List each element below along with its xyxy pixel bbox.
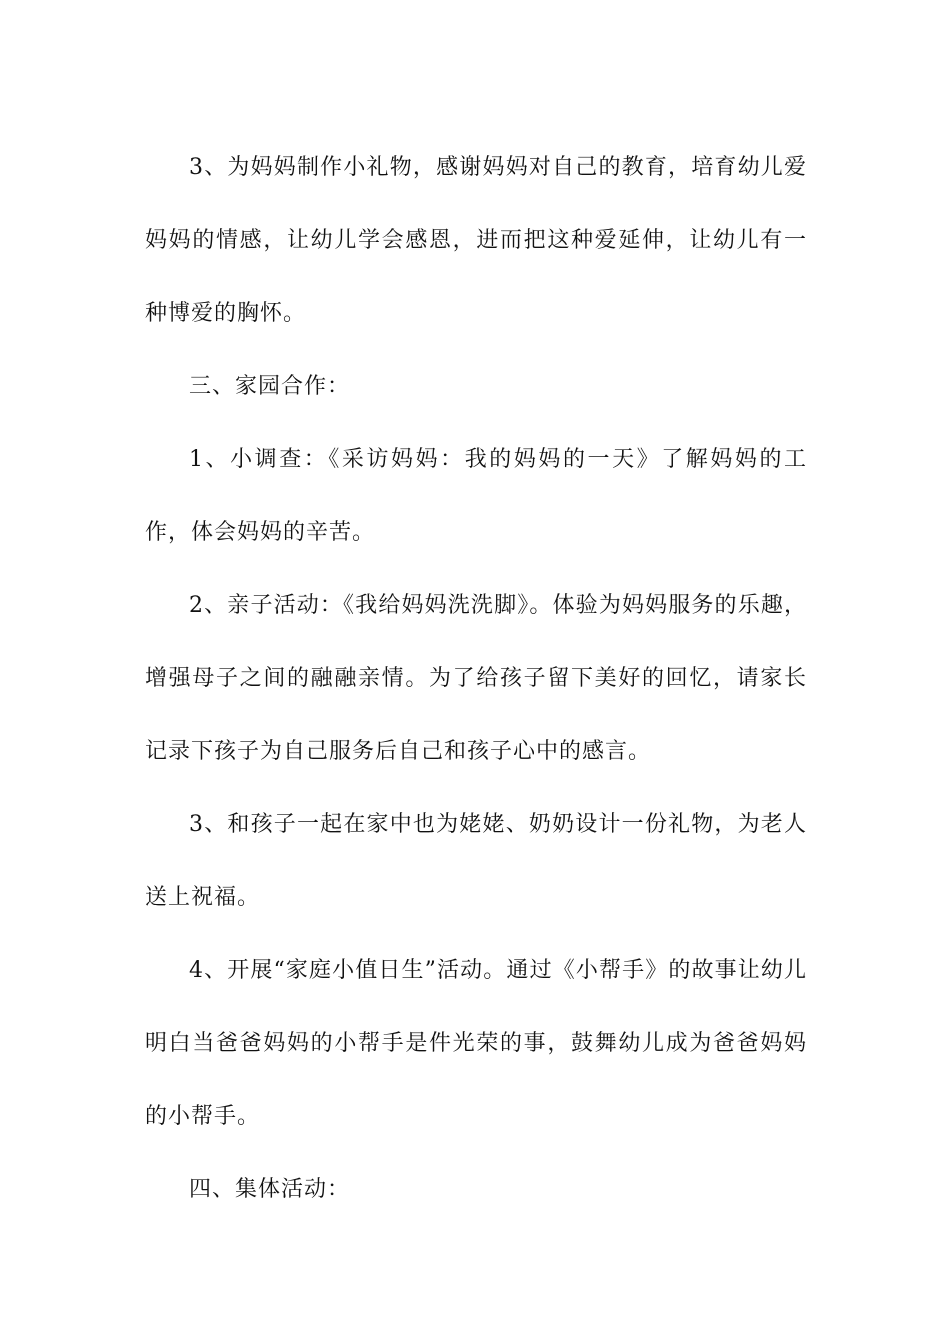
paragraph-small-survey: 1、小调查：《采访妈妈：我的妈妈的一天》了解妈妈的工作，体会妈妈的辛苦。: [145, 447, 807, 545]
document-body: [145, 131, 807, 1226]
heading-home-school-cooperation: 三、家园合作：: [189, 374, 351, 399]
paragraph-gift-for-mother: 3、为妈妈制作小礼物，感谢妈妈对自己的教育，培育幼儿爱妈妈的情感，让幼儿学会感恩，进而把这种爱延伸，让幼儿有一种博爱的胸怀。: [145, 155, 807, 326]
heading-group-activities: 四、集体活动：: [189, 1177, 351, 1202]
paragraph-gift-for-grandparents: 3、和孩子一起在家中也为姥姥、奶奶设计一份礼物，为老人送上祝福。: [145, 812, 807, 910]
paragraph-little-helper-activity: 4、开展“家庭小值日生”活动。通过《小帮手》的故事让幼儿明白当爸爸妈妈的小帮手是件光荣的事，鼓舞幼儿成为爸爸妈妈的小帮手。: [145, 958, 807, 1129]
paragraph-parent-child-activity: 2、亲子活动：《我给妈妈洗洗脚》。体验为妈妈服务的乐趣，增强母子之间的融融亲情。为了给孩子留下美好的回忆，请家长记录下孩子为自己服务后自己和孩子心中的感言。: [145, 593, 807, 764]
